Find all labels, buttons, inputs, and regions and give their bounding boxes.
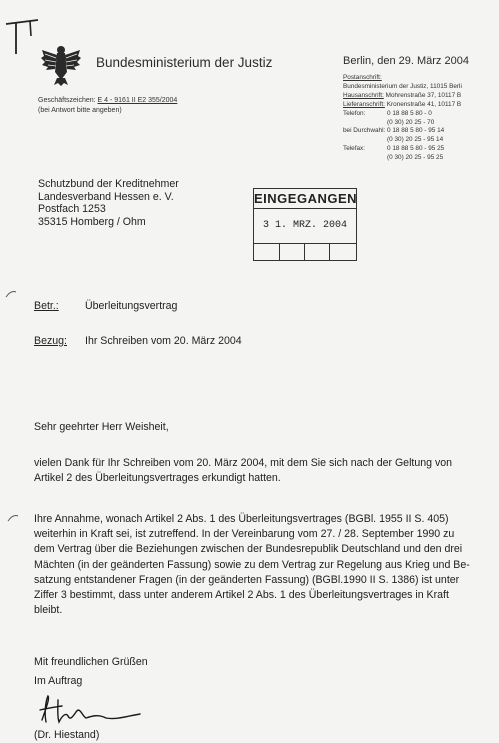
lieferanschrift-value: Kronenstraße 41, 10117 B [386,100,462,108]
ministry-name: Bundesministerium der Justiz [96,55,273,70]
place-date: Berlin, den 29. März 2004 [343,55,469,67]
paragraph-line: weiterhin in Kraft sei, ist zutreffend. In der Vereinbarung vom 27. / 28. September 1990 zu [34,528,455,541]
recipient-line: Landesverband Hessen e. V. [38,190,174,203]
contact-block [343,74,499,163]
handwritten-mark [4,14,44,58]
paragraph-line: Ihre Annahme, wonach Artikel 2 Abs. 1 des Überleitungsvertrages (BGBl. 1955 II S. 405) [34,513,449,525]
federal-eagle-emblem [40,42,82,86]
stamp-title: EINGEGANGEN [254,191,358,206]
hausanschrift-label: Hausanschrift: [343,91,384,99]
regarding-value: Ihr Schreiben vom 20. März 2004 [85,335,242,347]
reference-note: (bei Antwort bitte angeben) [38,107,122,114]
stamp-date: 3 1. MRZ. 2004 [262,220,347,231]
recipient-address [38,178,179,228]
subject-value: Überleitungsvertrag [85,300,178,312]
telefon-label: Telefon: [343,109,366,117]
reference-block [38,96,177,116]
recipient-line: 35315 Homberg / Ohm [38,215,146,228]
stamp-divider [254,243,356,244]
telefax-label: Telefax: [343,145,366,153]
recipient-line: Postfach 1253 [38,203,106,216]
margin-mark [4,288,18,300]
salutation: Sehr geehrter Herr Weisheit, [34,421,169,433]
reference-number: E 4 - 9161 II E2 355/2004 [97,97,178,104]
stamp-divider [279,243,280,260]
paragraph-line: bleibt. [34,604,63,617]
reference-label: Geschäftszeichen: [38,97,96,104]
signer-name: (Dr. Hiestand) [34,729,100,741]
paragraph-line: satzung entstandener Fragen (in der geänderten Fassung) (BGBl.1990 II S. 1386) ist unter [34,573,460,586]
subject-label: Betr.: [34,300,59,312]
lieferanschrift-label: Lieferanschrift: [343,100,385,108]
postanschrift-value: Bundesministerium der Justiz, 11015 Berli [343,82,462,90]
paragraph-line: Ziffer 3 bestimmt, dass unter anderem Artikel 2 Abs. 1 des Überleitungsvertrages in Kraft [34,589,449,602]
durchwahl-label: bei Durchwahl: [343,127,386,135]
telefon-1: 0 18 88 5 80 - 0 [387,109,432,117]
telefax-1: 0 18 88 5 80 - 95 25 [387,145,445,153]
hausanschrift-value: Mohrenstraße 37, 10117 B [385,91,462,99]
margin-mark [6,512,20,524]
paragraph-line: Mächten (in der geänderten Fassung) sowie zu dem Vertrag zur Regelung aus Krieg und Be- [34,558,470,571]
telefax-2: (0 30) 20 25 - 95 25 [387,154,444,162]
recipient-line: Schutzbund der Kreditnehmer [38,178,179,190]
closing: Mit freundlichen Grüßen [34,656,148,668]
durchwahl-1: 0 18 88 5 80 - 95 14 [387,127,445,135]
stamp-divider [329,243,330,260]
stamp-divider [254,208,356,209]
stamp-divider [304,243,305,260]
received-stamp [253,188,357,261]
paragraph-2 [34,512,470,618]
durchwahl-2: (0 30) 20 25 - 95 14 [387,136,444,144]
handwritten-signature [36,690,146,730]
telefon-2: (0 30) 20 25 - 70 [387,118,435,126]
im-auftrag: Im Auftrag [34,675,83,687]
postanschrift-label: Postanschrift: [343,74,382,81]
paragraph-line: Artikel 2 des Überleitungsvertrages erkundigt hatten. [34,472,281,485]
paragraph-line: dem Vertrag über die Beziehungen zwischen der Bundesrepublik Deutschland und den drei [34,543,463,556]
paragraph-1 [34,456,452,486]
regarding-label: Bezug: [34,335,67,347]
paragraph-line: vielen Dank für Ihr Schreiben vom 20. März 2004, mit dem Sie sich nach der Geltung von [34,457,453,469]
